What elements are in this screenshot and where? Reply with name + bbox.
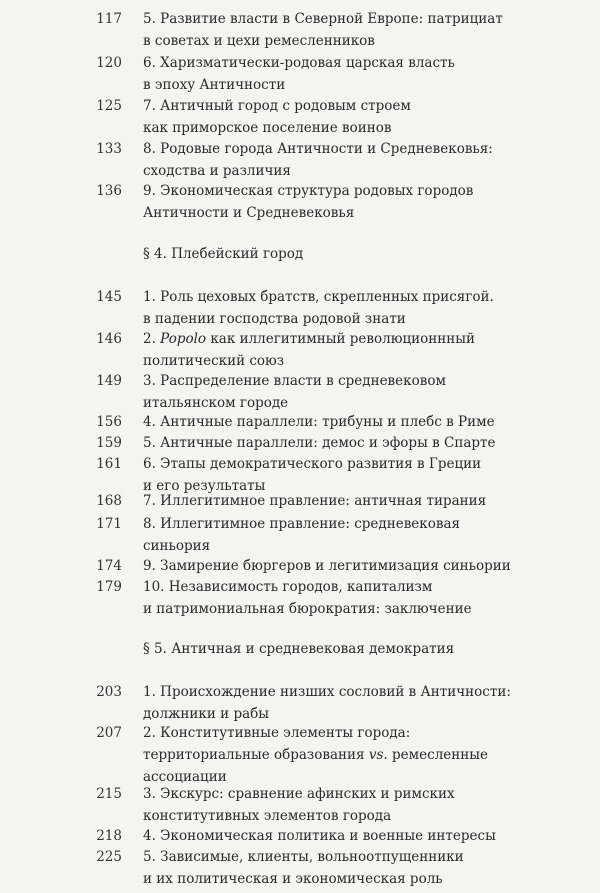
- entry-line: и его результаты: [143, 478, 266, 494]
- page-number: 171: [96, 516, 122, 532]
- page-number: 120: [96, 55, 122, 71]
- entry-line: 3. Распределение власти в средневековом: [143, 373, 446, 389]
- entry-title: [143, 722, 593, 788]
- entry-title: [143, 370, 593, 414]
- page-number: 174: [96, 558, 122, 574]
- entry-line: 7. Античный город с родовым строем: [143, 98, 411, 114]
- entry-title: [143, 555, 593, 577]
- entry-title: [143, 286, 593, 330]
- page-number: 159: [96, 435, 122, 451]
- entry-title: [143, 52, 593, 96]
- page-number: 133: [96, 141, 122, 157]
- entry-title: [143, 95, 593, 139]
- page-number: 207: [96, 725, 122, 741]
- page-number: 136: [96, 183, 122, 199]
- entry-line: 1. Роль цеховых братств, скрепленных присягой.: [143, 289, 494, 305]
- entry-line: ассоциации: [143, 769, 227, 785]
- entry-title: [143, 411, 593, 433]
- page-number: 218: [96, 828, 122, 844]
- page-number: 203: [96, 684, 122, 700]
- entry-line: и патримониальная бюрократия: заключение: [143, 601, 472, 617]
- entry-line: 6. Харизматически-родовая царская власть: [143, 55, 455, 71]
- entry-title: [143, 138, 593, 182]
- entry-line: политический союз: [143, 353, 285, 369]
- page-number: 149: [96, 373, 122, 389]
- entry-line: 5. Античные параллели: демос и эфоры в Спарте: [143, 435, 496, 451]
- entry-line: 10. Независимость городов, капитализм: [143, 579, 433, 595]
- entry-line: 3. Экскурс: сравнение афинских и римских: [143, 786, 455, 802]
- page-number: 215: [96, 786, 122, 802]
- entry-line: в советах и цехи ремесленников: [143, 33, 375, 49]
- entry-title: [143, 432, 593, 454]
- entry-title: [143, 576, 593, 620]
- entry-title: [143, 681, 593, 725]
- entry-line: 8. Иллегитимное правление: средневековая: [143, 516, 461, 532]
- entry-line: 9. Замирение бюргеров и легитимизация синьории: [143, 558, 511, 574]
- entry-line: 1. Происхождение низших сословий в Античности:: [143, 684, 511, 700]
- entry-title: [143, 846, 593, 890]
- page-number: 145: [96, 289, 122, 305]
- entry-line: конститутивных элементов города: [143, 808, 392, 824]
- page-number: 161: [96, 456, 122, 472]
- entry-line: и их политическая и экономическая роль: [143, 871, 443, 887]
- entry-title: [143, 783, 593, 827]
- entry-line: 4. Экономическая политика и военные интересы: [143, 828, 496, 844]
- entry-line: в эпоху Античности: [143, 77, 286, 93]
- entry-line: сходства и различия: [143, 163, 291, 179]
- entry-pre: территориальные образования: [143, 747, 369, 763]
- entry-title: [143, 328, 593, 372]
- entry-title: [143, 8, 593, 52]
- entry-line: 6. Этапы демократического развития в Греции: [143, 456, 482, 472]
- entry-post: ремесленные: [387, 747, 489, 763]
- entry-line: 7. Иллегитимное правление: античная тирания: [143, 493, 487, 509]
- page-number: 117: [96, 11, 122, 27]
- page-number: 225: [96, 849, 122, 865]
- entry-line: Античности и Средневековья: [143, 205, 355, 221]
- page-number: 146: [96, 331, 122, 347]
- entry-line: в падении господства родовой знати: [143, 311, 406, 327]
- entry-line: синьория: [143, 538, 211, 554]
- section-heading: § 4. Плебейский город: [143, 246, 304, 262]
- entry-title: [143, 490, 593, 512]
- entry-line: 8. Родовые города Античности и Средневековья:: [143, 141, 493, 157]
- entry-line: 5. Развитие власти в Северной Европе: патрициат: [143, 11, 503, 27]
- page-number: 125: [96, 98, 122, 114]
- entry-line: 9. Экономическая структура родовых городов: [143, 183, 474, 199]
- entry-rest: как иллегитимный революционнный: [206, 331, 476, 347]
- entry-title: [143, 513, 593, 557]
- page-number: 156: [96, 414, 122, 430]
- entry-italic: Popolo: [160, 331, 207, 347]
- page-number: 168: [96, 493, 122, 509]
- page-number: 179: [96, 579, 122, 595]
- entry-line: должники и рабы: [143, 706, 270, 722]
- section-heading: § 5. Античная и средневековая демократия: [143, 641, 455, 657]
- entry-line: итальянском городе: [143, 395, 289, 411]
- entry-line: 5. Зависимые, клиенты, вольноотпущенники: [143, 849, 464, 865]
- entry-italic: vs.: [368, 747, 388, 763]
- entry-title: [143, 180, 593, 224]
- entry-prefix: 2.: [143, 331, 161, 347]
- entry-title: [143, 825, 593, 847]
- entry-line: 4. Античные параллели: трибуны и плебс в Риме: [143, 414, 495, 430]
- entry-line: 2. Конститутивные элементы города:: [143, 725, 411, 741]
- entry-line: как приморское поселение воинов: [143, 120, 392, 136]
